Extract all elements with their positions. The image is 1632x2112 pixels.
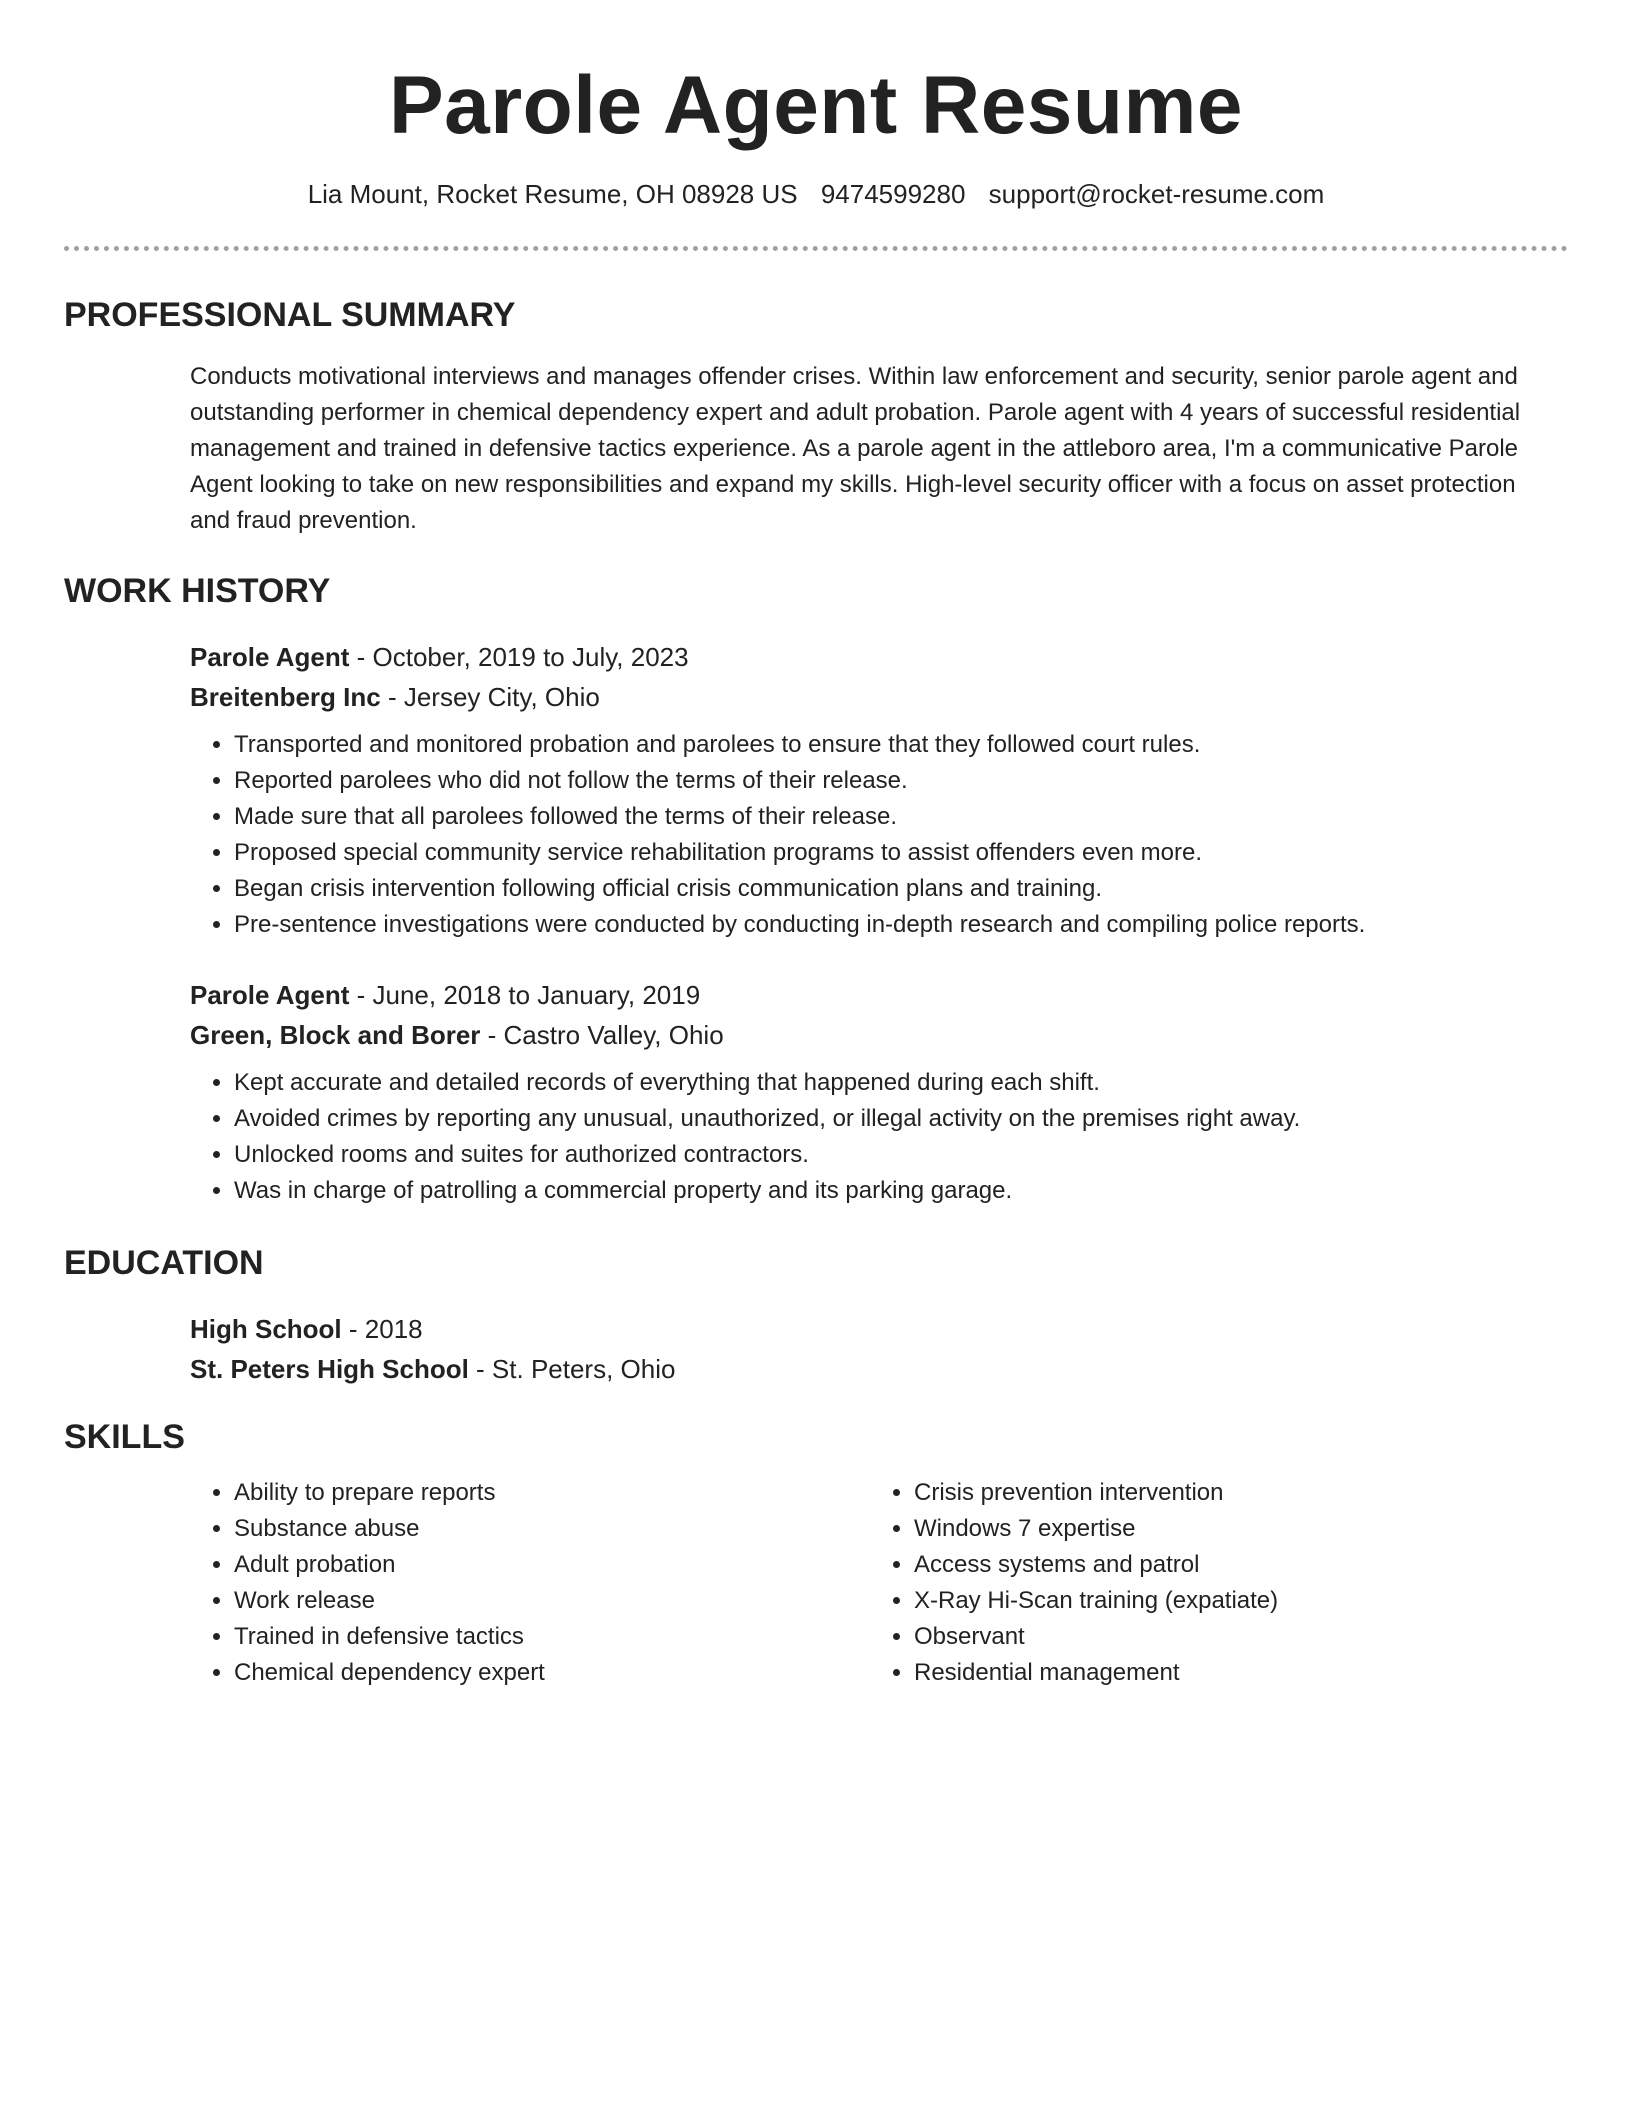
job-location: - Jersey City, Ohio — [380, 682, 600, 712]
list-item: • Proposed special community service rehabilitation programs to assist offenders even more. — [234, 835, 1568, 871]
education-school-line — [190, 1349, 1568, 1389]
education-year: - 2018 — [341, 1314, 423, 1344]
skills-section — [190, 1475, 1568, 1691]
skill-item: • Chemical dependency expert — [234, 1655, 870, 1691]
job-dates: - June, 2018 to January, 2019 — [349, 980, 701, 1010]
summary-text: Conducts motivational interviews and manages offender crises. Within law enforcement and security, senior parole agent and outstanding performer in chemical dependency expert and adult probation. Parole agent with 4 years of successful residential management and trained in defensive tactics experience. As a parole agent in the attleboro area, I'm a communicative Parole Agent looking to take on new responsibilities and expand my skills. High-level security officer with a focus on asset protection and fraud prevention. — [190, 363, 1521, 534]
job-company-line — [190, 677, 1568, 717]
job-company: Green, Block and Borer — [190, 1020, 481, 1050]
contact-phone: 9474599280 — [820, 179, 966, 209]
education-heading: EDUCATION — [64, 1244, 264, 1282]
skill-item: • Adult probation — [234, 1547, 870, 1583]
skill-item: • Crisis prevention intervention — [914, 1475, 1550, 1511]
list-item: • Was in charge of patrolling a commercial property and its parking garage. — [234, 1173, 1568, 1209]
skill-item: • Work release — [234, 1583, 870, 1619]
skill-item: • Trained in defensive tactics — [234, 1619, 870, 1655]
job-title: Parole Agent — [190, 980, 350, 1010]
contact-email: support@rocket-resume.com — [988, 179, 1325, 209]
education-degree-line — [190, 1309, 1568, 1349]
work-history-heading: WORK HISTORY — [64, 572, 331, 610]
skills-list — [190, 1475, 870, 1691]
list-item: • Kept accurate and detailed records of everything that happened during each shift. — [234, 1065, 1568, 1101]
job-entry — [190, 975, 1568, 1209]
skill-item: • X-Ray Hi-Scan training (expatiate) — [914, 1583, 1550, 1619]
education-location: - St. Peters, Ohio — [468, 1354, 676, 1384]
work-history-section — [190, 637, 1568, 1209]
skills-column-right — [870, 1475, 1550, 1691]
contact-line — [64, 178, 1568, 210]
education-section — [190, 1309, 1568, 1389]
skill-item: • Access systems and patrol — [914, 1547, 1550, 1583]
list-item: • Transported and monitored probation and parolees to ensure that they followed court rules. — [234, 727, 1568, 763]
job-duties-list — [190, 1065, 1568, 1209]
list-item: • Unlocked rooms and suites for authorized contractors. — [234, 1137, 1568, 1173]
summary-section — [190, 359, 1568, 539]
skill-item: • Ability to prepare reports — [234, 1475, 870, 1511]
list-item: • Made sure that all parolees followed the terms of their release. — [234, 799, 1568, 835]
job-location: - Castro Valley, Ohio — [480, 1020, 724, 1050]
contact-address: Lia Mount, Rocket Resume, OH 08928 US — [307, 179, 798, 209]
job-title-line — [190, 975, 1568, 1015]
job-company-line — [190, 1015, 1568, 1055]
header-divider — [64, 246, 1568, 251]
job-title-line — [190, 637, 1568, 677]
job-entry — [190, 637, 1568, 943]
skill-item: • Windows 7 expertise — [914, 1511, 1550, 1547]
list-item: • Began crisis intervention following official crisis communication plans and training. — [234, 871, 1568, 907]
skill-item: • Residential management — [914, 1655, 1550, 1691]
skill-item: • Observant — [914, 1619, 1550, 1655]
job-title: Parole Agent — [190, 642, 350, 672]
skills-list — [870, 1475, 1550, 1691]
skill-item: • Substance abuse — [234, 1511, 870, 1547]
skills-heading: SKILLS — [64, 1418, 185, 1456]
job-duties-list — [190, 727, 1568, 943]
job-dates: - October, 2019 to July, 2023 — [349, 642, 689, 672]
list-item: • Pre-sentence investigations were conducted by conducting in-depth research and compiling police reports. — [234, 907, 1568, 943]
summary-heading: PROFESSIONAL SUMMARY — [64, 296, 516, 334]
skills-column-left — [190, 1475, 870, 1691]
resume-title: Parole Agent Resume — [388, 60, 1244, 151]
list-item: • Reported parolees who did not follow the terms of their release. — [234, 763, 1568, 799]
education-school: St. Peters High School — [190, 1354, 469, 1384]
job-company: Breitenberg Inc — [190, 682, 381, 712]
education-degree: High School — [190, 1314, 342, 1344]
list-item: • Avoided crimes by reporting any unusual, unauthorized, or illegal activity on the premises right away. — [234, 1101, 1568, 1137]
